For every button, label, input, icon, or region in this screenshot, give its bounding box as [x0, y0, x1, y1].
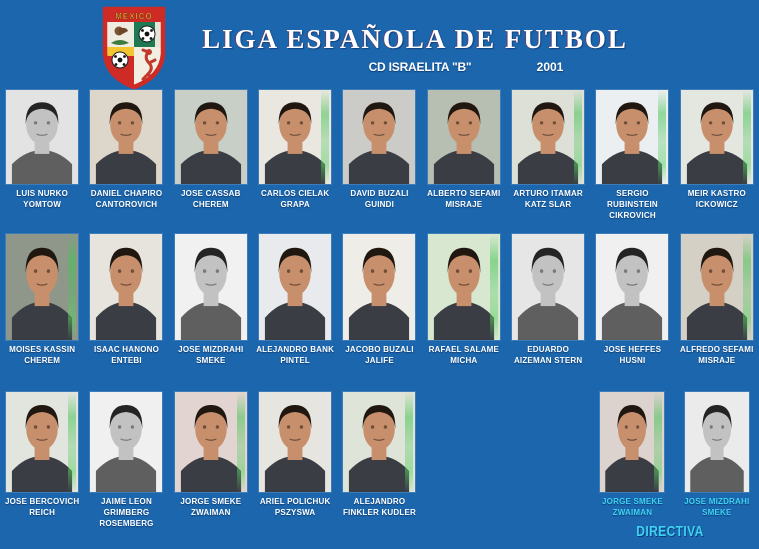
portrait-silhouette: [90, 234, 162, 340]
soccer-ball-icon: [112, 52, 128, 68]
member-card: [253, 392, 337, 529]
member-name-line: GUINDI: [364, 200, 395, 209]
member-name-line: SMEKE: [196, 356, 226, 365]
portrait-silhouette: [343, 234, 415, 340]
green-marker-streak: [321, 90, 329, 184]
green-marker-streak: [743, 234, 751, 340]
member-photo: [596, 90, 668, 184]
member-photo: [428, 234, 500, 340]
member-card: [506, 234, 590, 366]
member-name-line: JALIFE: [365, 356, 394, 365]
member-name-line: RUBINSTEIN: [607, 200, 658, 209]
roster-row-1: [0, 90, 759, 221]
member-name-line: KATZ SLAR: [524, 200, 572, 209]
member-name: [680, 344, 753, 366]
member-photo: [175, 392, 247, 492]
member-photo: [6, 392, 78, 492]
member-name-line: MEIR KASTRO: [687, 189, 746, 198]
portrait-silhouette: [428, 90, 500, 184]
member-name: [602, 496, 663, 518]
member-name-line: CANTOROVICH: [95, 200, 158, 209]
member-card: [506, 90, 590, 221]
member-photo: [428, 90, 500, 184]
member-name: [5, 496, 79, 518]
member-photo: [596, 234, 668, 340]
member-card: [0, 392, 84, 529]
member-name: [99, 496, 153, 529]
member-name-line: MOISES KASSIN: [9, 345, 76, 354]
member-name: [514, 344, 582, 366]
portrait-silhouette: [175, 234, 247, 340]
member-photo: [90, 392, 162, 492]
member-name-line: RAFAEL SALAME: [428, 345, 500, 354]
portrait-silhouette: [90, 392, 162, 492]
member-name-line: GRIMBERG: [103, 508, 150, 517]
member-photo: [90, 234, 162, 340]
member-name-line: LUIS NURKO: [16, 189, 69, 198]
empty-cell: [506, 392, 590, 529]
member-name: [345, 344, 413, 366]
member-photo: [681, 90, 753, 184]
member-card: [422, 234, 506, 366]
member-name-line: SERGIO: [616, 189, 649, 198]
member-name-line: PINTEL: [280, 356, 310, 365]
member-card: [169, 90, 253, 221]
member-name-line: JOSE CASSAB: [181, 189, 241, 198]
member-card: [253, 234, 337, 366]
member-card: [422, 90, 506, 221]
logo-country-label: MEXICO: [115, 12, 153, 21]
member-photo: [512, 90, 584, 184]
member-name-line: ICKOWICZ: [695, 200, 738, 209]
member-name-line: PSZYSWA: [274, 508, 316, 517]
member-photo: [343, 234, 415, 340]
member-card: [675, 234, 759, 366]
member-card: [0, 234, 84, 366]
member-name: [684, 496, 749, 518]
member-card: [675, 392, 759, 529]
member-photo: [685, 392, 749, 492]
member-name-line: EDUARDO: [527, 345, 570, 354]
member-photo: [681, 234, 753, 340]
member-card: [590, 392, 674, 529]
member-name: [429, 344, 499, 366]
member-name-line: ZWAIMAN: [612, 508, 653, 517]
member-name-line: CIKROVICH: [609, 211, 656, 220]
member-name: [9, 344, 75, 366]
member-name-line: ALFREDO SEFAMI: [680, 345, 754, 354]
portrait-silhouette: [90, 90, 162, 184]
member-name-line: HUSNI: [619, 356, 646, 365]
empty-cell: [422, 392, 506, 529]
member-name-line: JOSE BERCOVICH: [4, 497, 80, 506]
member-name-line: ALBERTO SEFAMI: [427, 189, 501, 198]
member-photo: [600, 392, 664, 492]
member-name-line: FINKLER KUDLER: [342, 508, 416, 517]
member-name-line: MISRAJE: [698, 356, 736, 365]
member-name: [427, 188, 500, 210]
member-card: [337, 392, 421, 529]
member-photo: [259, 234, 331, 340]
member-photo: [259, 392, 331, 492]
member-name-line: JORGE SMEKE: [180, 497, 242, 506]
member-name: [16, 188, 68, 210]
portrait-silhouette: [6, 90, 78, 184]
member-name-line: JAIME LEON: [101, 497, 152, 506]
member-card: [675, 90, 759, 221]
member-name: [343, 496, 416, 518]
green-marker-streak: [743, 90, 751, 184]
member-name: [350, 188, 408, 210]
member-name: [688, 188, 746, 210]
member-card: [84, 234, 168, 366]
member-name: [260, 496, 331, 518]
roster-row-2: [0, 234, 759, 366]
member-name-line: GRAPA: [280, 200, 310, 209]
portrait-silhouette: [259, 392, 331, 492]
member-name: [604, 344, 661, 366]
member-name-line: SMEKE: [702, 508, 732, 517]
green-marker-streak: [68, 392, 76, 492]
member-card: [253, 90, 337, 221]
green-marker-streak: [237, 392, 245, 492]
member-photo: [512, 234, 584, 340]
portrait-silhouette: [512, 234, 584, 340]
club-name-label: CD ISRAELITA "B": [368, 60, 472, 74]
directiva-label: DIRECTIVA: [636, 523, 704, 540]
member-name-line: CHEREM: [192, 200, 229, 209]
member-name-line: ALEJANDRO BANK: [256, 345, 335, 354]
green-marker-streak: [658, 90, 666, 184]
portrait-silhouette: [175, 90, 247, 184]
member-card: [337, 90, 421, 221]
year-label: 2001: [536, 60, 564, 74]
page-title: LIGA ESPAÑOLA DE FUTBOL: [202, 24, 628, 54]
member-name-line: JACOBO BUZALI: [345, 345, 414, 354]
member-card: [590, 90, 674, 221]
member-name: [180, 496, 241, 518]
member-name-line: DAVID BUZALI: [350, 189, 409, 198]
member-name-line: CARLOS CIELAK: [260, 189, 330, 198]
member-name-line: JOSE HEFFES: [603, 345, 662, 354]
member-card: [169, 392, 253, 529]
member-card: [84, 90, 168, 221]
member-photo: [6, 90, 78, 184]
portrait-silhouette: [596, 234, 668, 340]
member-name-line: AIZEMAN STERN: [513, 356, 583, 365]
portrait-silhouette: [685, 392, 749, 492]
member-name-line: YOMTOW: [23, 200, 62, 209]
member-name: [94, 344, 159, 366]
member-name-line: ROSEMBERG: [99, 519, 154, 528]
member-name-line: ZWAIMAN: [191, 508, 231, 517]
member-card: [0, 90, 84, 221]
member-name-line: ARTURO ITAMAR: [513, 189, 583, 198]
member-name-line: ISAAC HANONO: [93, 345, 160, 354]
member-card: [590, 234, 674, 366]
member-name: [91, 188, 163, 210]
member-name-line: ENTEBI: [111, 356, 142, 365]
member-photo: [343, 90, 415, 184]
member-photo: [343, 392, 415, 492]
member-name-line: MICHA: [450, 356, 478, 365]
member-name-line: MISRAJE: [445, 200, 483, 209]
member-name-line: JOSE MIZDRAHI: [684, 497, 750, 506]
member-name: [256, 344, 334, 366]
green-marker-streak: [574, 90, 582, 184]
member-photo: [175, 90, 247, 184]
green-marker-streak: [68, 234, 76, 340]
member-name-line: JOSE MIZDRAHI: [178, 345, 244, 354]
portrait-silhouette: [259, 234, 331, 340]
green-marker-streak: [654, 392, 662, 492]
member-name: [181, 188, 241, 210]
member-name: [513, 188, 583, 210]
member-name: [261, 188, 329, 210]
portrait-silhouette: [343, 90, 415, 184]
member-card: [84, 392, 168, 529]
member-name: [178, 344, 243, 366]
member-photo: [175, 234, 247, 340]
green-marker-streak: [490, 234, 498, 340]
green-marker-streak: [405, 392, 413, 492]
mexico-shield-icon: [98, 2, 170, 90]
soccer-ball-icon: [139, 26, 155, 42]
member-card: [169, 234, 253, 366]
member-name-line: CHEREM: [24, 356, 61, 365]
member-card: [337, 234, 421, 366]
club-crest-logo: [98, 2, 170, 90]
member-name: [607, 188, 658, 221]
member-photo: [259, 90, 331, 184]
member-name-line: REICH: [29, 508, 56, 517]
member-name-line: ARIEL POLICHUK: [259, 497, 331, 506]
member-name-line: ALEJANDRO: [353, 497, 406, 506]
member-name-line: DANIEL CHAPIRO: [90, 189, 163, 198]
member-photo: [6, 234, 78, 340]
member-photo: [90, 90, 162, 184]
member-name-line: JORGE SMEKE: [602, 497, 663, 506]
roster-row-3: [0, 392, 759, 529]
